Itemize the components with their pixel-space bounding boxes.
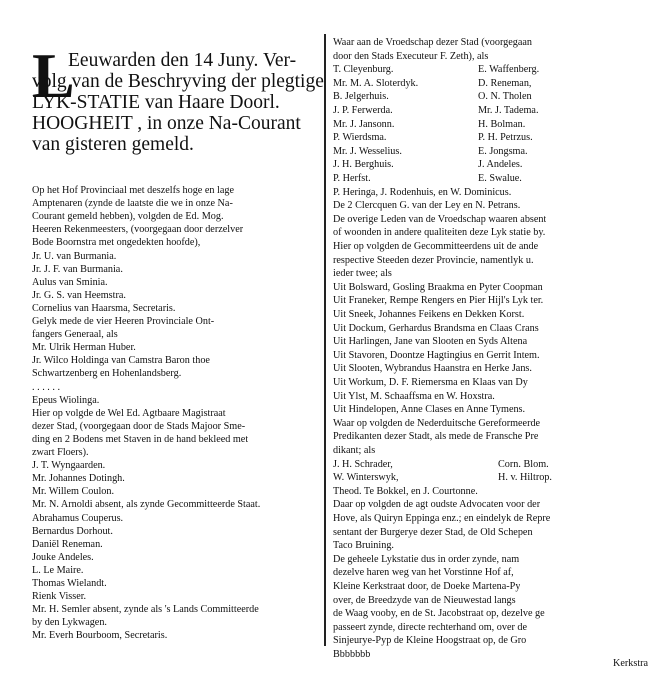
text-line: J. P. Ferwerda. <box>333 105 393 116</box>
headline-line: Eeuwarden den 14 Juny. Ver- <box>68 50 297 71</box>
text-line: Rienk Visser. <box>32 591 87 603</box>
text-line: dikant; als <box>333 445 376 456</box>
text-line: Uit Bolsward, Gosling Braakma en Pyter Coopman <box>333 281 543 293</box>
text-line: Schwartzenberg en Hohenlandsberg. <box>32 368 182 380</box>
text-line: T. Cleyenburg. <box>333 64 394 76</box>
text-line: Mr. M. A. Sloterdyk. <box>333 77 419 89</box>
drop-cap: L <box>32 40 75 111</box>
name-entry: J. Andeles. <box>478 159 523 171</box>
catchword: Kerkstra <box>613 658 649 669</box>
headline-line: van gisteren gemeld. <box>32 134 194 155</box>
text-line: W. Winterswyk, <box>333 472 399 484</box>
column-divider <box>324 34 326 646</box>
text-line: Bbbbbbb <box>333 649 371 660</box>
text-line: P. Wierdsma. <box>333 132 387 144</box>
text-line: Hier op volgde de Wel Ed. Agtbaare Magistraat <box>32 407 226 419</box>
text-line: L. Le Maire. <box>32 564 84 576</box>
text-line: sentant der Burgerye dezer Stad, de Old Schepen <box>333 526 533 538</box>
text-line: De 2 Clercquen G. van der Ley en N. Petrans. <box>333 200 521 212</box>
text-line: Amptenaren (zynde de laatste die we in onze Na- <box>32 198 233 210</box>
name-entry: H. Bolman. <box>478 118 526 130</box>
text-line: P. Herfst. <box>333 173 371 184</box>
text-line: Hove, als Quiryn Eppinga enz.; en eindelyk de Repre <box>333 513 551 524</box>
text-line: J. H. Schrader, <box>333 458 393 470</box>
text-line: Jr. U. van Burmania. <box>32 250 117 262</box>
text-line: Theod. Te Bokkel, en J. Courtonne. <box>333 485 478 497</box>
text-line: Mr. Everh Bourboom, Secretaris. <box>32 630 168 642</box>
text-line: Mr. Johannes Dotingh. <box>32 473 125 485</box>
text-line: over, de Breedzyde van de Nieuwestad langs <box>333 594 516 606</box>
text-line: Sinjeurye-Pyp de Kleine Hoogstraat op, de Gro <box>333 635 527 647</box>
text-line: Heeren Rekenmeesters, (voorgegaan door derzelver <box>32 224 244 236</box>
name-entry: D. Reneman, <box>478 77 532 89</box>
text-line: Daar op volgden de agt oudste Advocaten voor der <box>333 499 541 511</box>
text-line: Predikanten dezer Stadt, als mede de Fransche Pre <box>333 431 539 443</box>
text-line: Uit Franeker, Rempe Rengers en Pier Hijl's Lyk ter. <box>333 295 544 307</box>
text-line: Uit Slooten, Wybrandus Haanstra en Herke Jans. <box>333 363 532 375</box>
headline-line: HOOGHEIT , in onze Na-Courant <box>32 113 301 134</box>
text-line: Taco Bruining. <box>333 540 394 552</box>
text-line: J. T. Wyngaarden. <box>32 460 106 472</box>
text-line: . . . . . . <box>32 381 61 393</box>
text-line: Mr. J. Wesselius. <box>333 145 402 157</box>
name-entry: O. N. Tholen <box>478 91 532 103</box>
text-line: Bode Boornstra met ongedekten hoofde), <box>32 237 201 249</box>
text-line: fangers Generaal, als <box>32 329 118 341</box>
text-line: by den Lykwagen. <box>32 617 107 629</box>
name-entry: E. Swalue. <box>478 173 522 184</box>
text-line: Waar op volgden de Nederduitsche Gereformeerde <box>333 417 541 429</box>
text-line: Jouke Andeles. <box>32 551 94 563</box>
text-line: Uit Dockum, Gerhardus Brandsma en Claas Crans <box>333 322 539 334</box>
text-line: B. Jelgerhuis. <box>333 91 389 103</box>
name-entry: Corn. Blom. <box>498 458 549 470</box>
text-line: ieder twee; als <box>333 268 392 280</box>
text-line: Gelyk mede de vier Heeren Provinciale Ont- <box>32 316 215 327</box>
text-line: Jr. Wilco Holdinga van Camstra Baron thoe <box>32 355 210 367</box>
text-line: P. Heringa, J. Rodenhuis, en W. Dominicus. <box>333 186 512 198</box>
text-line: Epeus Wiolinga. <box>32 394 100 406</box>
text-line: Uit Hindelopen, Anne Clases en Anne Tymens. <box>333 404 526 416</box>
name-entry: P. H. Petrzus. <box>478 132 533 144</box>
text-line: Hier op volgden de Gecommitteerdens uit de ande <box>333 241 539 252</box>
text-line: Bernardus Dorhout. <box>32 525 113 537</box>
text-line: Abrahamus Couperus. <box>32 512 124 524</box>
text-line: dezer Stad, (voorgegaan door de Stads Majoor Sme- <box>32 420 246 432</box>
text-line: Op het Hof Provinciaal met deszelfs hoge en lage <box>32 185 234 196</box>
text-line: ding en 2 Bodens met Staven in de hand bekleed met <box>32 433 249 445</box>
text-line: Daniël Reneman. <box>32 538 103 550</box>
name-entry: Mr. J. Tadema. <box>478 105 539 116</box>
text-line: Mr. J. Jansonn. <box>333 118 395 130</box>
text-line: Cornelius van Haarsma, Secretaris. <box>32 302 176 314</box>
text-line: Uit Ylst, M. Schaaffsma en W. Hoxstra. <box>333 390 495 402</box>
text-line: Mr. Ulrik Herman Huber. <box>32 342 136 354</box>
text-line: de Waag vooby, en de St. Jacobstraat op, dezelve ge <box>333 608 545 620</box>
text-line: Kleine Kerkstraat door, de Doeke Martena-Py <box>333 581 521 592</box>
text-line: Mr. Willem Coulon. <box>32 486 115 498</box>
text-line: J. H. Berghuis. <box>333 159 394 171</box>
text-line: Thomas Wielandt. <box>32 578 107 589</box>
text-line: Uit Stavoren, Doontze Hagtingius en Gerrit Intem. <box>333 349 540 361</box>
headline-line: LYK-STATIE van Haare Doorl. <box>32 92 280 113</box>
text-line: door den Stads Executeur F. Zeth), als <box>333 50 489 62</box>
headline-line: volg van de Beschryving der plegtige <box>32 71 324 92</box>
text-line: Mr. H. Semler absent, zynde als 's Lands Committeerde <box>32 604 259 616</box>
name-entry: E. Waffenberg. <box>478 64 540 76</box>
text-line: De geheele Lykstatie dus in order zynde, nam <box>333 553 520 565</box>
name-entry: H. v. Hiltrop. <box>498 472 552 484</box>
text-line: of woonden in andere qualiteiten deze Lyk statie by. <box>333 227 546 239</box>
text-line: Jr. G. S. van Heemstra. <box>32 289 126 301</box>
name-entry: E. Jongsma. <box>478 145 528 157</box>
text-line: passeert zynde, directe rechterhand om, over de <box>333 621 528 633</box>
text-line: Waar aan de Vroedschap dezer Stad (voorgegaan <box>333 37 533 48</box>
text-line: dezelve haren weg van het Vorstinne Hof af, <box>333 567 514 579</box>
text-line: Mr. N. Arnoldi absent, als zynde Gecommitteerde Staat. <box>32 499 261 511</box>
text-line: Uit Sneek, Johannes Feikens en Dekken Korst. <box>333 309 525 320</box>
text-line: De overige Leden van de Vroedschap waaren absent <box>333 213 547 225</box>
text-line: respective Steeden dezer Provincie, namentlyk u. <box>333 254 534 266</box>
text-line: Courant gemeld hebben), volgden de Ed. Mog. <box>32 211 224 223</box>
text-line: Uit Harlingen, Jane van Slooten en Syds Altena <box>333 336 528 348</box>
text-line: zwart Floers). <box>32 447 89 458</box>
text-line: Aulus van Sminia. <box>32 276 108 288</box>
text-line: Uit Workum, D. F. Riemersma en Klaas van Dy <box>333 377 528 388</box>
text-line: Jr. J. F. van Burmania. <box>32 263 123 275</box>
